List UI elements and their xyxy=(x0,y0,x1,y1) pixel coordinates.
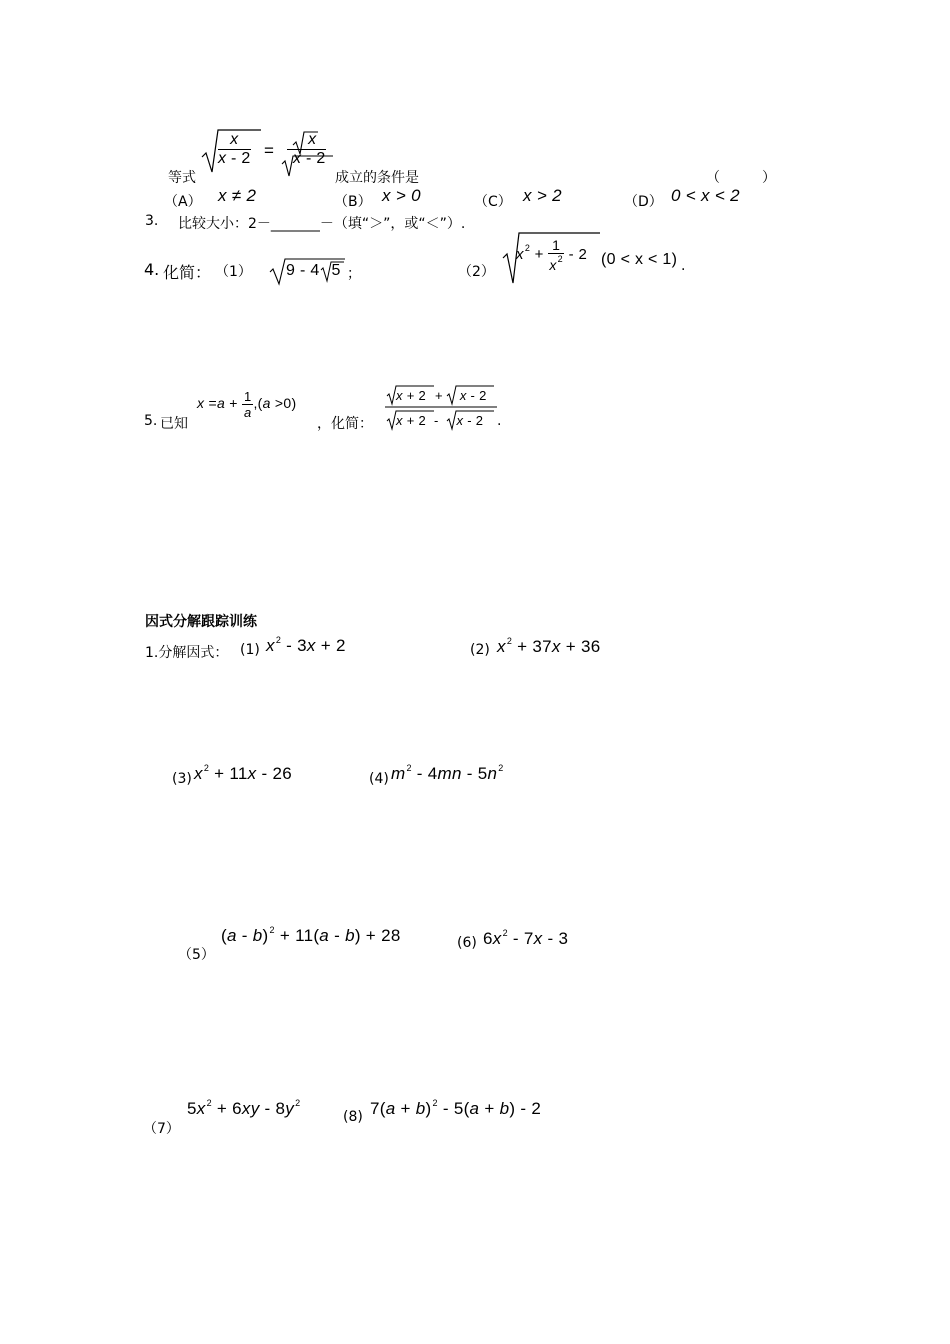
q2-option-b-label: （B） xyxy=(334,194,372,210)
q2-answer-blank[interactable]: （ ） xyxy=(706,170,776,186)
q5-end: . xyxy=(497,413,502,429)
q4-part2-label: （2） xyxy=(458,264,495,280)
item-5-label: （5） xyxy=(178,947,215,963)
item-1-expr: $x^2 - 3x + 2$ xyxy=(266,635,346,655)
q4-part1-end: ； xyxy=(347,266,361,282)
item-2-label: (2) xyxy=(470,642,490,658)
q2-option-a-label: （A） xyxy=(164,194,202,210)
q2-option-c-label: （C） xyxy=(474,194,512,210)
q2-option-c-expr: x > 2 xyxy=(523,186,562,205)
item-3-expr: $x^2 + 11x - 26$ xyxy=(194,763,292,783)
q4-part1-expr: 9 - 4 5 xyxy=(286,262,341,279)
q5-condition: x =a + $\frac{1}{a}$ ,(a >0) xyxy=(197,389,297,420)
q4-part1-label: （1） xyxy=(215,264,252,280)
q3-number: 3. xyxy=(145,213,159,229)
q2-left-fraction: $\frac{x}{x - 2}$ xyxy=(218,131,251,167)
item-3-label: (3) xyxy=(172,771,192,787)
q5-numerator: x + 2 + x - 2 xyxy=(396,388,487,403)
item-5-expr: (a - b)$^2$ + 11(a - b) + 28 xyxy=(221,925,401,945)
q2-equals: = xyxy=(264,141,275,160)
q4-part2-end: . xyxy=(681,258,686,274)
item-4-label: (4) xyxy=(369,771,389,787)
q5-denominator: x + 2 - x - 2 xyxy=(396,413,484,428)
q5-number: 5. xyxy=(144,413,158,429)
q2-option-a-expr: x ≠ 2 xyxy=(218,186,257,205)
q3-text: 比较大小：2－_______－（填“＞”，或“＜”）. xyxy=(178,216,466,232)
q2-option-d-expr: 0 < x < 2 xyxy=(671,186,740,205)
q2-suffix: 成立的条件是 xyxy=(335,170,419,186)
q2-option-d-label: （D） xyxy=(624,194,663,210)
item-8-label: (8) xyxy=(343,1109,363,1125)
item-4-expr: $m^2 - 4mn - 5n^2$ xyxy=(391,763,504,783)
item-1-label: (1) xyxy=(240,642,260,658)
item-2-expr: $x^2 + 37x + 36$ xyxy=(497,636,601,656)
q4-part2-expr: $x^2$ + $\frac{1}{x^2}$ - 2 xyxy=(516,237,588,273)
q4-number: 4. xyxy=(144,260,160,279)
q5-radicals xyxy=(0,0,1,1)
q4-title: 化简： xyxy=(163,263,212,282)
q2-option-b-expr: x > 0 xyxy=(382,186,421,205)
item-7-label: （7） xyxy=(143,1121,180,1137)
item-7-expr: $5x^2 + 6xy - 8y^2$ xyxy=(187,1098,301,1118)
q2-prefix: 等式 xyxy=(168,170,196,186)
item-6-label: (6) xyxy=(457,935,477,951)
item-8-expr: $7(a + b)^2 - 5(a + b) - 2$ xyxy=(370,1098,542,1118)
q5-text-before: 已知 xyxy=(160,416,188,432)
section-title: 因式分解跟踪训练 xyxy=(145,614,257,630)
q4-part2-tail: (0 < x < 1) xyxy=(601,251,678,268)
q2-right-fraction: $\frac{x}{x - 2}$ xyxy=(287,131,326,168)
section-intro: 1.分解因式： xyxy=(145,645,229,661)
q5-text-middle: ，化简： xyxy=(317,416,373,432)
item-6-expr: $6x^2 - 7x - 3$ xyxy=(483,928,569,948)
